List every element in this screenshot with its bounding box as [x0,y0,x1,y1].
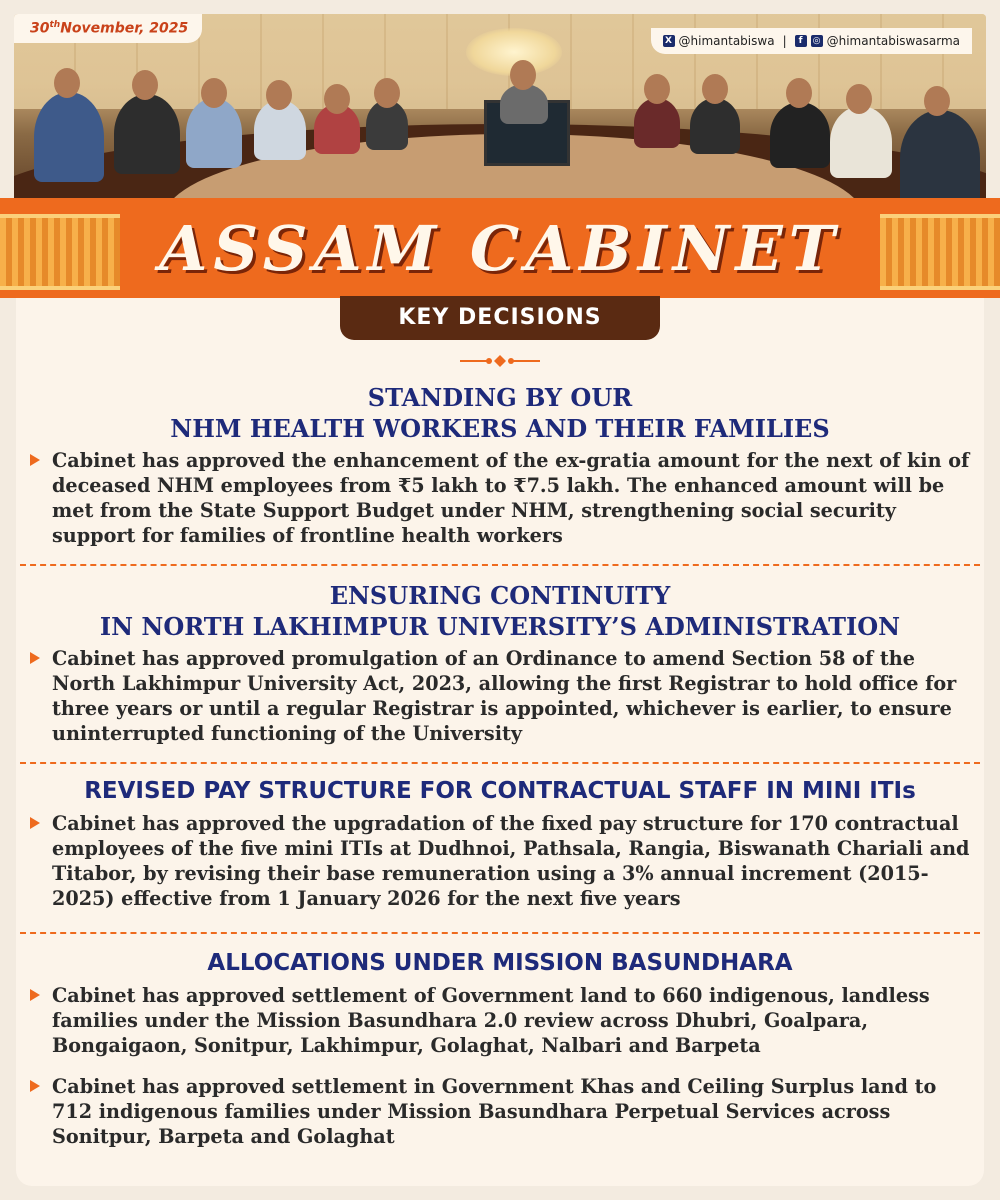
ornament-divider-icon [460,354,540,368]
x-icon: X [663,35,675,47]
date-day: 30 [30,20,50,37]
photo-person [830,106,892,178]
photo-person-head [201,78,227,108]
photo-person [900,110,980,206]
photo-person [34,92,104,182]
photo-person-head [786,78,812,108]
photo-person-head [702,74,728,104]
heading-line: IN NORTH LAKHIMPUR UNIVERSITY’S ADMINISTRATION [99,612,901,641]
bullet-text: Cabinet has approved promulgation of an Ordinance to amend Section 58 of the North Lakhimpur University Act, 2023, allowing the first Registrar to hold office for three years or until a regular Registrar is appointed, whichever is earlier, to ensure uninterrupted functioning of the University [52,647,957,745]
section-heading [16,580,984,642]
photo-person-head [510,60,536,90]
cabinet-meeting-photo [14,14,986,214]
photo-person-head [54,68,80,98]
date-label [14,14,202,43]
section-divider [20,564,980,566]
photo-person [634,98,680,148]
social-handles [651,28,972,54]
instagram-icon: ◎ [811,35,823,47]
heading-line: ENSURING CONTINUITY [329,581,671,610]
photo-person-head [846,84,872,114]
banner-title: ASSAM CABINET [159,212,841,285]
heading-line: STANDING BY OUR [367,383,633,412]
photo-person-head [324,84,350,114]
photo-person-head [924,86,950,116]
decision-bullet [16,646,984,746]
section-heading: ALLOCATIONS UNDER MISSION BASUNDHARA [207,950,793,976]
section-divider [20,932,980,934]
bullet-arrow-icon [30,989,40,1001]
heading-line: NHM HEALTH WORKERS AND THEIR FAMILIES [170,414,830,443]
key-decisions-badge: KEY DECISIONS [340,296,660,340]
date-month-year: November, 2025 [60,20,189,37]
section-north-lakhimpur [16,580,984,746]
photo-person-head [132,70,158,100]
section-nhm [16,382,984,548]
x-handle: @himantabiswa [678,34,775,48]
photo-person-head [374,78,400,108]
handle-separator: | [782,34,787,48]
section-mini-itis [16,776,984,911]
photo-person [114,94,180,174]
bullet-arrow-icon [30,652,40,664]
bullet-arrow-icon [30,454,40,466]
facebook-icon: f [795,35,807,47]
date-suffix: th [49,20,61,30]
photo-person [690,98,740,154]
facebook-instagram-handle: @himantabiswasarma [826,34,960,48]
bullet-arrow-icon [30,1080,40,1092]
photo-person-head [266,80,292,110]
photo-person [186,98,242,168]
section-heading [16,382,984,444]
bullet-text: Cabinet has approved settlement in Government Khas and Ceiling Surplus land to 712 indigenous families under Mission Basundhara Perpetual Services across Sonitpur, Barpeta and Golaghat [52,1075,937,1148]
photo-person [500,84,548,124]
title-banner [0,198,1000,298]
decision-bullet [16,1074,984,1149]
section-heading: REVISED PAY STRUCTURE FOR CONTRACTUAL STAFF IN MINI ITIs [84,778,916,804]
section-basundhara [16,948,984,1149]
decision-bullet [16,811,984,911]
section-divider [20,762,980,764]
bullet-arrow-icon [30,817,40,829]
photo-person [770,102,830,168]
bullet-text: Cabinet has approved settlement of Government land to 660 indigenous, landless families under the Mission Basundhara 2.0 review across Dhubri, Goalpara, Bongaigaon, Sonitpur, Lakhimpur, Golaghat, Nalbari and Barpeta [52,984,930,1057]
decision-bullet [16,448,984,548]
bullet-text: Cabinet has approved the upgradation of the fixed pay structure for 170 contractual employees of the five mini ITIs at Dudhnoi, Pathsala, Rangia, Biswanath Chariali and Titabor, by revising their base remuneration using a 3% annual increment (2015-2025) effective from 1 January 2026 for the next five years [52,812,970,910]
photo-person-head [644,74,670,104]
bullet-text: Cabinet has approved the enhancement of the ex-gratia amount for the next of kin of deceased NHM employees from ₹5 lakh to ₹7.5 lakh. The enhanced amount will be met from the State Support Budget under NHM, strengthening social security support for families of frontline health workers [52,449,970,547]
decision-bullet [16,983,984,1058]
